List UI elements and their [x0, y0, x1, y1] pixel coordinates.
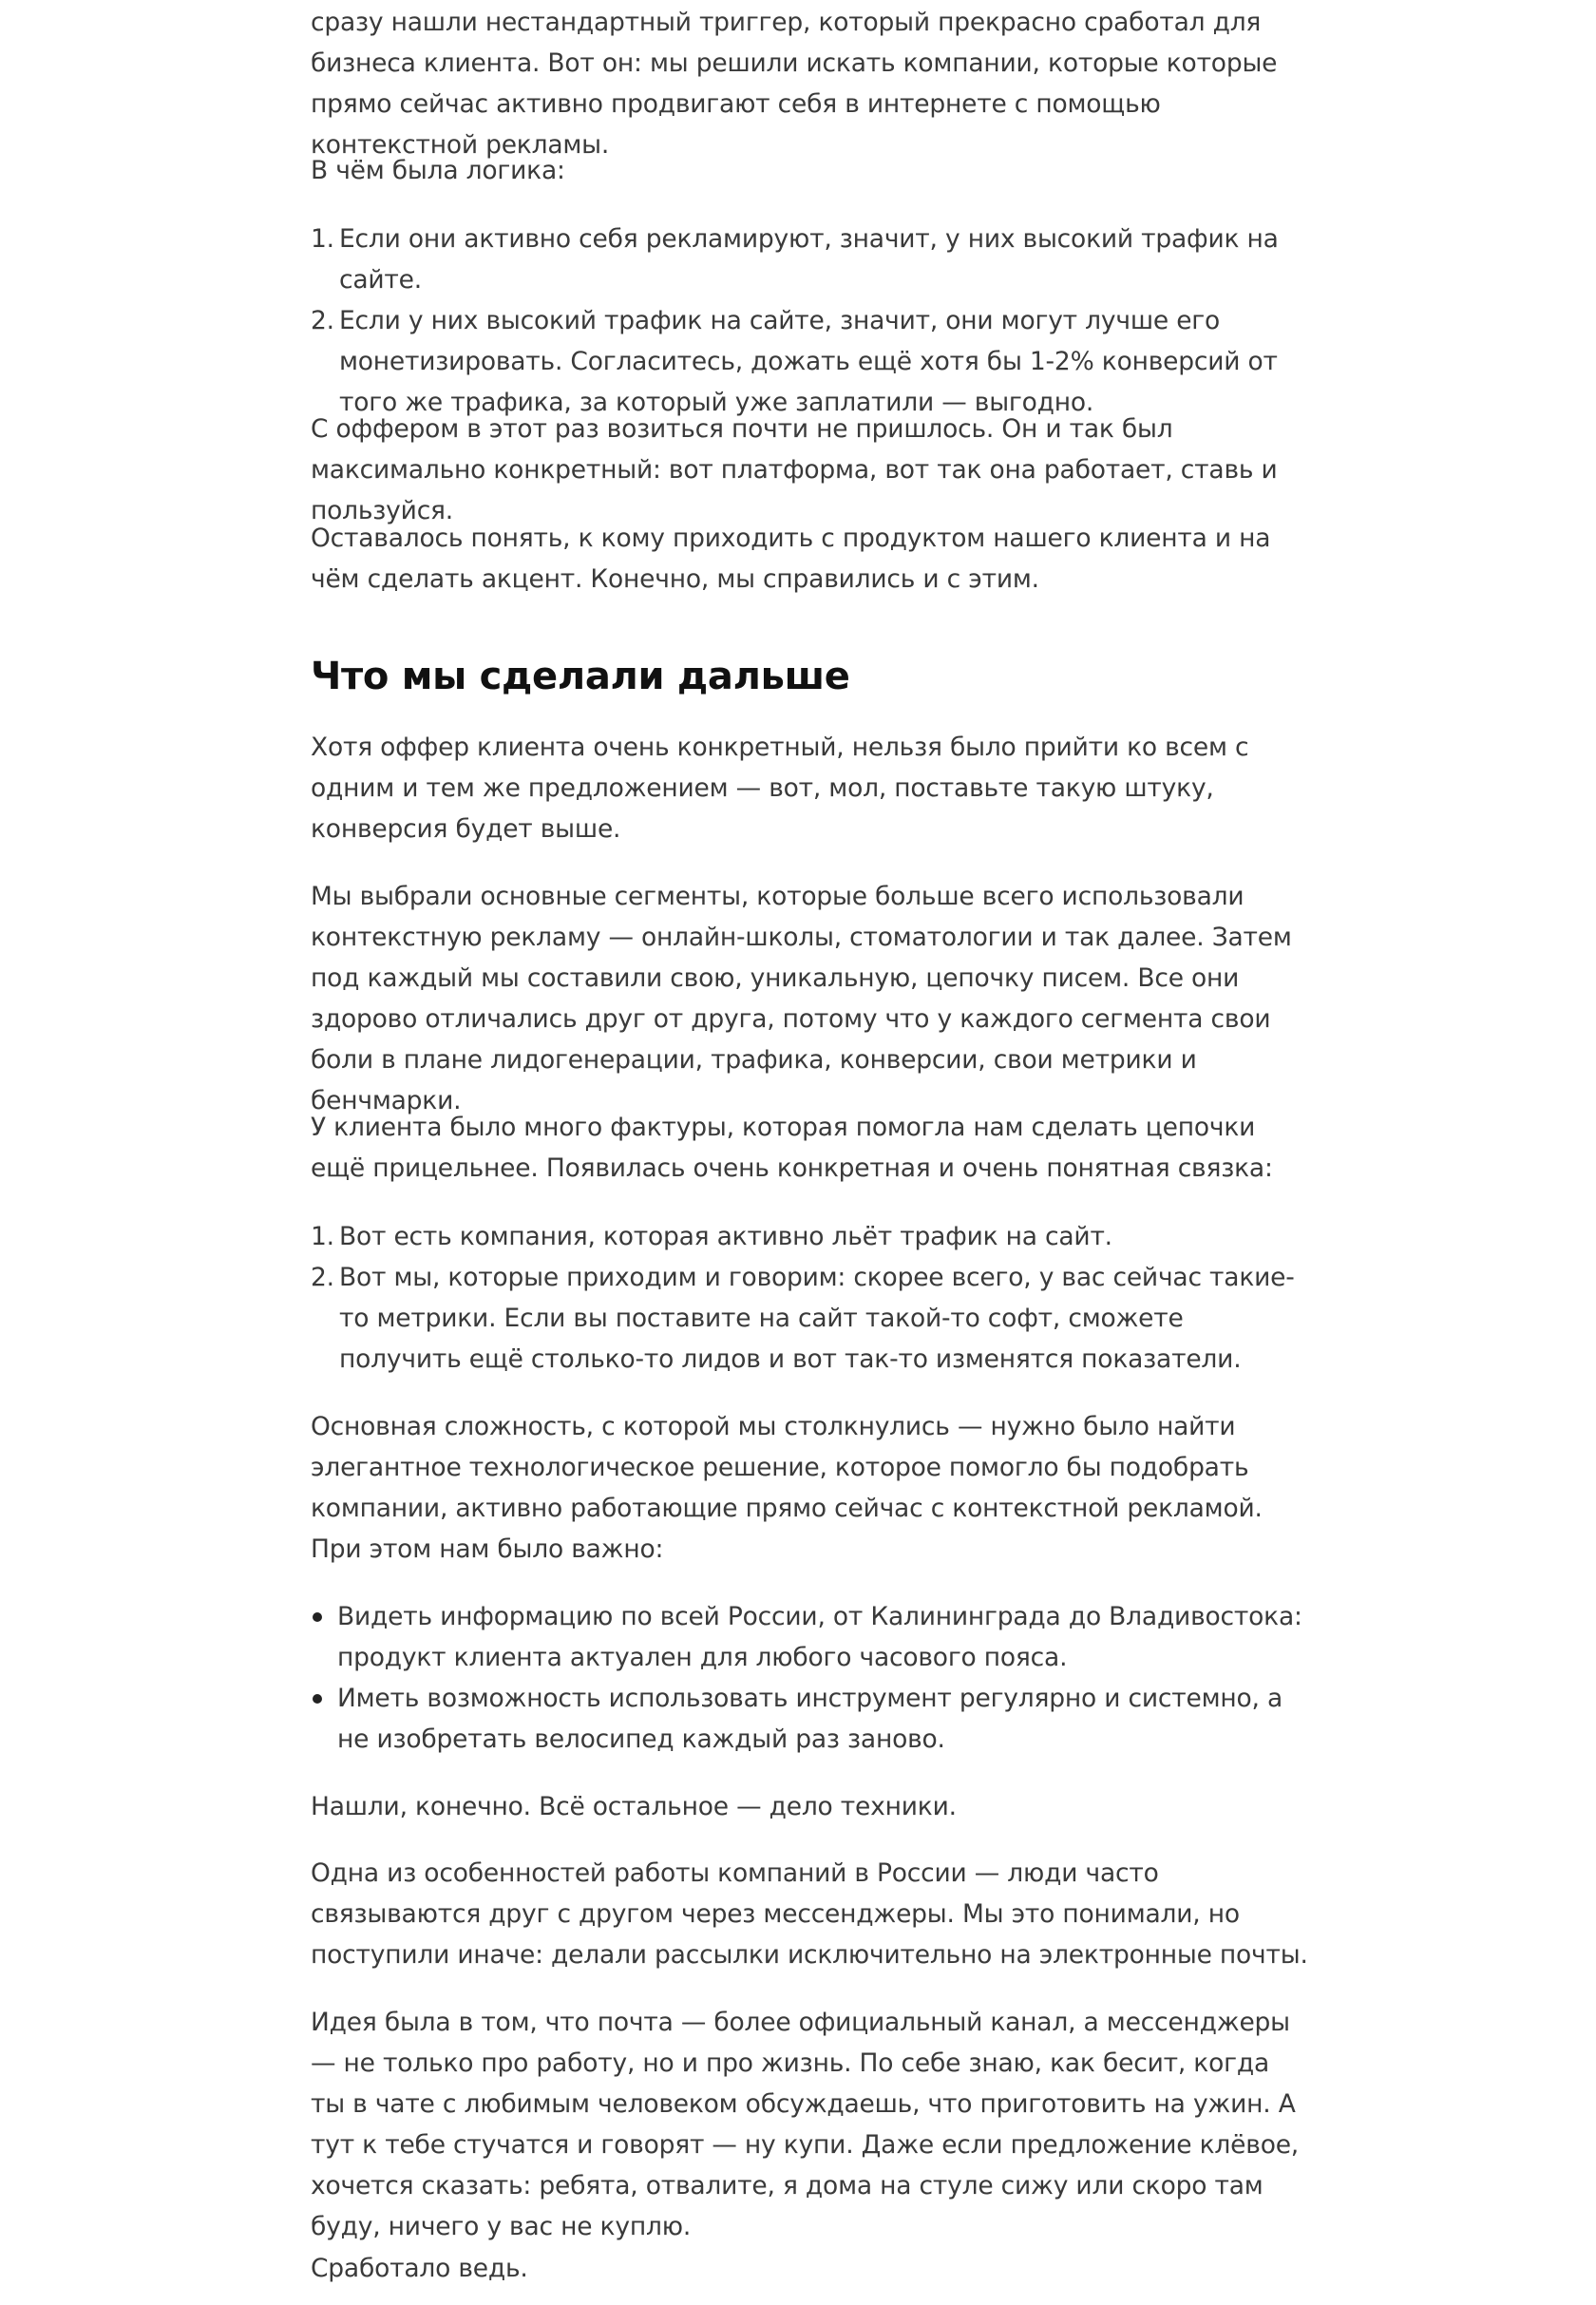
- list-number: 1.: [311, 1222, 334, 1251]
- list-item: [311, 1257, 1308, 1380]
- list-item-text: Видеть информацию по всей России, от Калининграда до Владивостока: продукт клиента актуален для любого часового пояса.: [337, 1602, 1302, 1672]
- list-logic: [311, 219, 1308, 423]
- list-item-text: Вот мы, которые приходим и говорим: скорее всего, у вас сейчас такие-то метрики. Если вы поставите на сайт такой-то софт, сможете получить ещё столько-то лидов и вот так-то изменятся показатели.: [339, 1263, 1295, 1374]
- bullet-icon: [313, 1612, 322, 1622]
- list-item-text: Если они активно себя рекламируют, значит, у них высокий трафик на сайте.: [339, 224, 1279, 295]
- list-item: [311, 219, 1308, 300]
- paragraph-segments: Мы выбрали основные сегменты, которые больше всего использовали контекстную рекламу — онлайн-школы, стоматологии и так далее. Затем под каждый мы составили свою, уникальную, цепочку писем. Все они здорово отличались друг от друга, потому что у каждого сегмента свои боли в плане лидогенерации, трафика, конверсии, свои метрики и бенчмарки.: [311, 882, 1292, 1115]
- paragraph-facts: У клиента было много фактуры, которая помогла нам сделать цепочки ещё прицельнее. Появилась очень конкретная и очень понятная связка:: [311, 1113, 1273, 1183]
- paragraph-messengers: Одна из особенностей работы компаний в России — люди часто связываются друг с другом через мессенджеры. Мы это понимали, но поступили иначе: делали рассылки исключительно на электронные почты.: [311, 1858, 1308, 1970]
- list-item-text: Вот есть компания, которая активно льёт трафик на сайт.: [339, 1222, 1112, 1251]
- paragraph-difficulty: Основная сложность, с которой мы столкнулись — нужно было найти элегантное технологическое решение, которое помогло бы подобрать компании, активно работающие прямо сейчас с контекстной рекламой. При этом нам было важно:: [311, 1412, 1263, 1564]
- paragraph-logic: В чём была логика:: [311, 156, 565, 185]
- paragraph-found: Нашли, конечно. Всё остальное — дело техники.: [311, 1792, 957, 1821]
- list-number: 2.: [311, 306, 334, 335]
- paragraph-remaining: Оставалось понять, к кому приходить с продуктом нашего клиента и на чём сделать акцент. Конечно, мы справились и с этим.: [311, 524, 1271, 594]
- list-item-text: Если у них высокий трафик на сайте, значит, они могут лучше его монетизировать. Согласитесь, дожать ещё хотя бы 1-2% конверсий от того же трафика, за который уже заплатили — выгодно.: [339, 306, 1278, 417]
- list-important: [311, 1596, 1308, 1760]
- section-heading: Что мы сделали дальше: [311, 655, 850, 698]
- list-item: [311, 300, 1308, 423]
- list-item-text: Иметь возможность использовать инструмент регулярно и системно, а не изобретать велосипед каждый раз заново.: [337, 1684, 1283, 1754]
- paragraph-worked: Сработало ведь.: [311, 2254, 528, 2283]
- list-number: 2.: [311, 1263, 334, 1292]
- list-item: [311, 1596, 1308, 1678]
- bullet-icon: [313, 1694, 322, 1704]
- list-item: [311, 1216, 1308, 1257]
- list-link: [311, 1216, 1308, 1380]
- paragraph-intro: сразу нашли нестандартный триггер, который прекрасно сработал для бизнеса клиента. Вот он: мы решили искать компании, которые которые прямо сейчас активно продвигают себя в интернете с помощью контекстной рекламы.: [311, 8, 1278, 160]
- list-item: [311, 1678, 1308, 1760]
- paragraph-offer: С оффером в этот раз возиться почти не пришлось. Он и так был максимально конкретный: вот платформа, вот так она работает, ставь и пользуйся.: [311, 414, 1278, 525]
- paragraph-idea: Идея была в том, что почта — более официальный канал, а мессенджеры — не только про работу, но и про жизнь. По себе знаю, как бесит, когда ты в чате с любимым человеком обсуждаешь, что приготовить на ужин. А тут к тебе стучатся и говорят — ну купи. Даже если предложение клёвое, хочется сказать: ребята, отвалите, я дома на стуле сижу или скоро там буду, ничего у вас не куплю.: [311, 2008, 1300, 2241]
- list-number: 1.: [311, 224, 334, 254]
- paragraph-specific: Хотя оффер клиента очень конкретный, нельзя было прийти ко всем с одним и тем же предложением — вот, мол, поставьте такую штуку, конверсия будет выше.: [311, 733, 1249, 844]
